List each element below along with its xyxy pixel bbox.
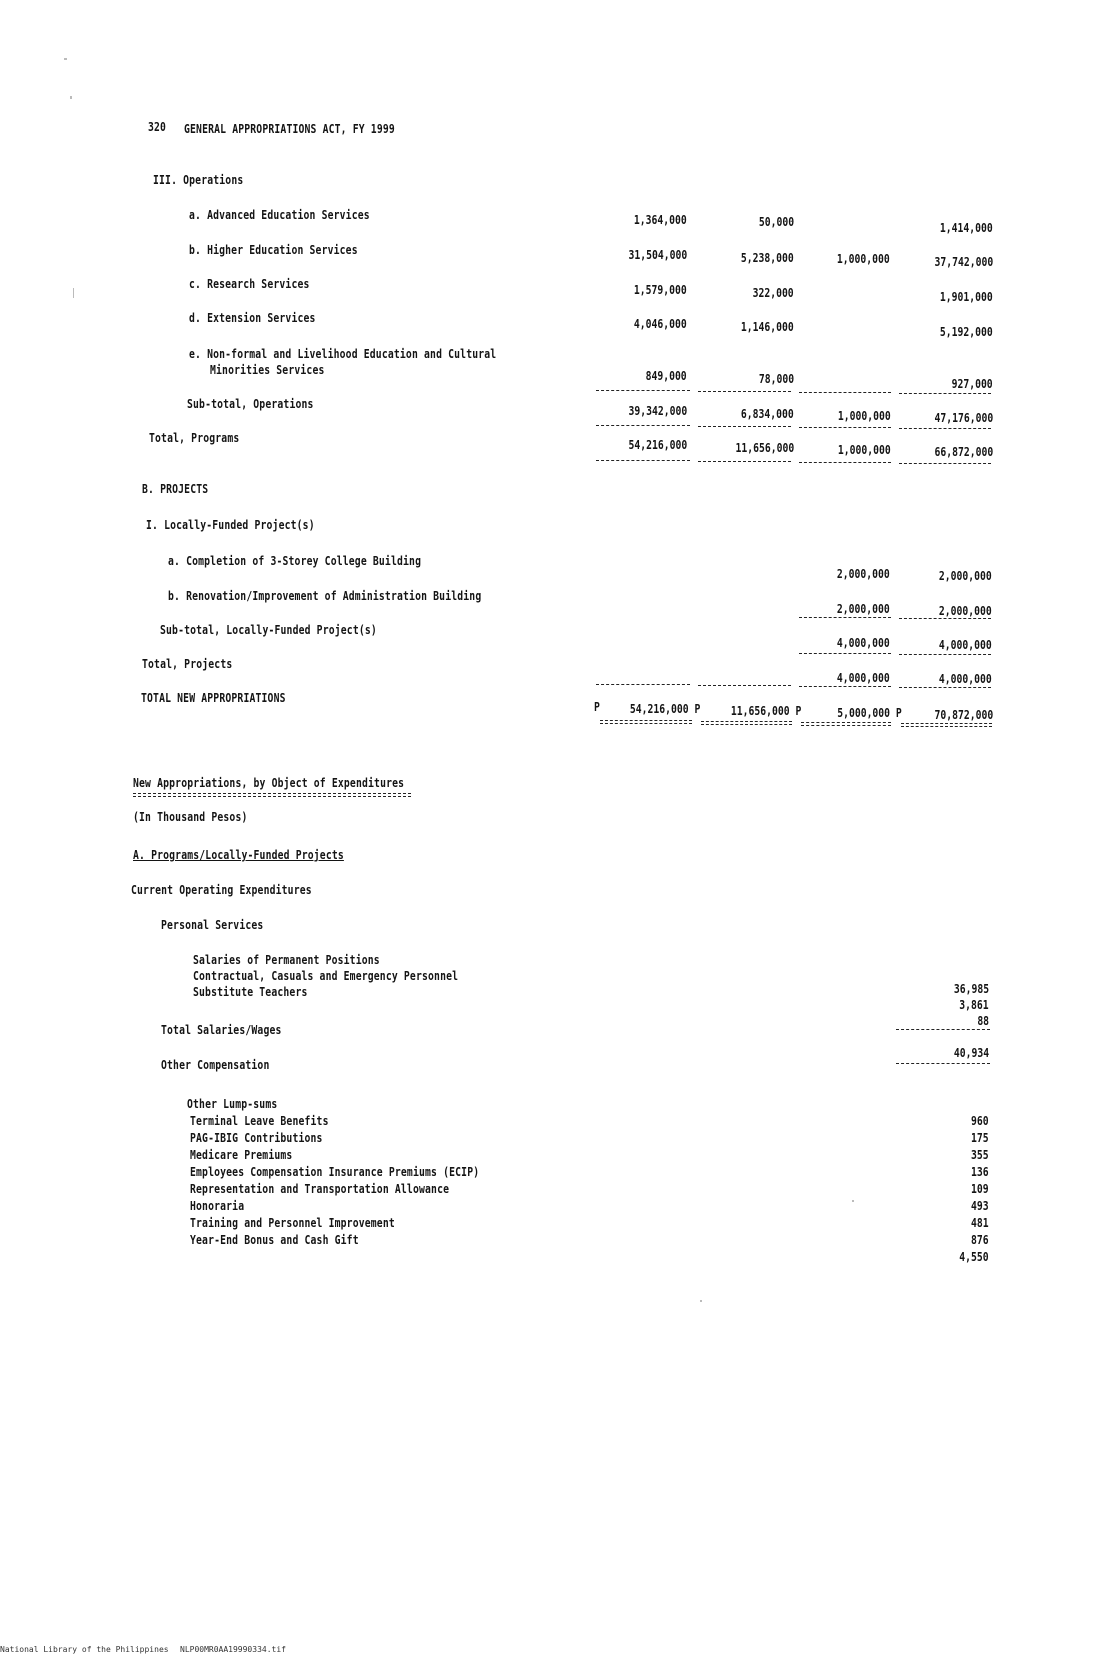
program-label: d. Extension Services <box>189 310 316 325</box>
program-total: 1,901,000 <box>940 289 993 304</box>
lump-sum-value: 481 <box>971 1215 989 1230</box>
rule <box>698 685 791 686</box>
peso-sign: P <box>594 699 601 714</box>
total-new-appropriations-label: TOTAL NEW APPROPRIATIONS <box>141 690 286 705</box>
salary-value: 3,861 <box>959 997 989 1012</box>
rule <box>799 427 891 428</box>
rule <box>698 461 791 462</box>
scan-speck <box>73 288 74 298</box>
rule <box>698 391 791 392</box>
rule <box>899 654 991 655</box>
double-rule <box>701 721 792 725</box>
program-mooe: 78,000 <box>758 371 794 386</box>
program-ps: 849,000 <box>645 368 687 383</box>
total-programs-label: Total, Programs <box>149 430 240 445</box>
other-compensation-heading: Other Compensation <box>161 1057 270 1072</box>
salary-value: 88 <box>977 1013 989 1028</box>
expenditures-title: New Appropriations, by Object of Expenditures <box>133 775 405 790</box>
subtotal-mooe: 6,834,000 <box>741 406 794 421</box>
rule <box>799 653 891 654</box>
other-compensation-total: 4,550 <box>959 1249 989 1264</box>
footer-file: NLP00MR0AA19990334.tif <box>180 1645 286 1654</box>
program-mooe: 1,146,000 <box>741 319 794 334</box>
total-projects-label: Total, Projects <box>142 656 233 671</box>
program-mooe: 5,238,000 <box>741 250 794 265</box>
total-programs-co: 1,000,000 <box>838 442 891 457</box>
total-salaries-value: 40,934 <box>953 1045 989 1060</box>
locally-funded-heading: I. Locally-Funded Project(s) <box>146 517 315 532</box>
rule <box>899 428 991 429</box>
lump-sum-label: Year-End Bonus and Cash Gift <box>190 1232 359 1247</box>
program-ps: 1,364,000 <box>634 212 687 227</box>
double-rule <box>901 723 992 727</box>
rule <box>899 393 991 394</box>
grand-total-mooe: 11,656,000 P <box>730 703 801 718</box>
rule <box>596 684 690 685</box>
program-ps: 1,579,000 <box>634 282 687 297</box>
program-label: b. Higher Education Services <box>189 242 358 257</box>
project-label: b. Renovation/Improvement of Administration Building <box>168 588 482 603</box>
double-rule <box>600 720 692 724</box>
program-total: 1,414,000 <box>940 220 993 235</box>
rule <box>799 392 891 393</box>
lump-sum-value: 876 <box>971 1232 989 1247</box>
lump-sum-value: 136 <box>971 1164 989 1179</box>
rule <box>596 425 690 426</box>
grand-total-ps: 54,216,000 P <box>629 701 700 716</box>
total-programs-ps: 54,216,000 <box>628 437 687 452</box>
total-programs-mooe: 11,656,000 <box>735 440 794 455</box>
current-operating-heading: Current Operating Expenditures <box>131 882 312 897</box>
lump-sum-value: 493 <box>971 1198 989 1213</box>
rule <box>899 463 991 464</box>
lump-sum-value: 355 <box>971 1147 989 1162</box>
program-ps: 31,504,000 <box>628 247 687 262</box>
lump-sum-value: 175 <box>971 1130 989 1145</box>
program-total: 37,742,000 <box>934 254 993 269</box>
salary-value: 36,985 <box>953 981 989 996</box>
lump-sum-label: Training and Personnel Improvement <box>190 1215 395 1230</box>
program-label-cont: Minorities Services <box>210 362 325 377</box>
total-projects-co: 4,000,000 <box>837 670 890 685</box>
rule <box>799 462 891 463</box>
salary-label: Substitute Teachers <box>193 984 308 999</box>
programs-projects-heading: A. Programs/Locally-Funded Projects <box>133 847 344 862</box>
subtotal-projects-total: 4,000,000 <box>939 637 992 652</box>
rule <box>596 390 690 391</box>
total-salaries-label: Total Salaries/Wages <box>161 1022 282 1037</box>
total-projects-total: 4,000,000 <box>939 671 992 686</box>
scan-speck <box>700 1300 702 1302</box>
page-header-title: GENERAL APPROPRIATIONS ACT, FY 1999 <box>184 121 395 136</box>
program-total: 927,000 <box>951 376 993 391</box>
project-total: 2,000,000 <box>939 568 992 583</box>
project-co: 2,000,000 <box>837 566 890 581</box>
project-co: 2,000,000 <box>837 601 890 616</box>
salary-label: Contractual, Casuals and Emergency Personnel <box>193 968 459 983</box>
footer-library: National Library of the Philippines <box>0 1645 169 1654</box>
projects-heading: B. PROJECTS <box>142 481 209 496</box>
project-total: 2,000,000 <box>939 603 992 618</box>
subtotal-operations-label: Sub-total, Operations <box>187 396 314 411</box>
program-label: e. Non-formal and Livelihood Education and Cultural <box>189 346 497 361</box>
lump-sums-label: Other Lump-sums <box>187 1096 278 1111</box>
rule <box>799 686 891 687</box>
scan-speck <box>852 1200 854 1202</box>
unit-note: (In Thousand Pesos) <box>133 809 248 824</box>
rule <box>896 1063 990 1064</box>
rule <box>896 1029 990 1030</box>
program-label: a. Advanced Education Services <box>189 207 370 222</box>
lump-sum-label: PAG-IBIG Contributions <box>190 1130 323 1145</box>
lump-sum-label: Medicare Premiums <box>190 1147 293 1162</box>
subtotal-projects-co: 4,000,000 <box>837 635 890 650</box>
rule <box>596 460 690 461</box>
grand-total-total: 70,872,000 <box>934 707 993 722</box>
scan-speck <box>64 58 67 60</box>
lump-sum-value: 960 <box>971 1113 989 1128</box>
program-mooe: 50,000 <box>758 214 794 229</box>
program-total: 5,192,000 <box>940 324 993 339</box>
lump-sum-label: Honoraria <box>190 1198 245 1213</box>
scan-speck <box>70 96 72 99</box>
lump-sum-label: Terminal Leave Benefits <box>190 1113 329 1128</box>
rule <box>799 617 891 618</box>
rule <box>899 618 991 619</box>
lump-sum-value: 109 <box>971 1181 989 1196</box>
project-label: a. Completion of 3-Storey College Building <box>168 553 422 568</box>
rule <box>698 426 791 427</box>
double-rule <box>801 722 891 726</box>
program-mooe: 322,000 <box>752 285 794 300</box>
personal-services-heading: Personal Services <box>161 917 264 932</box>
program-co: 1,000,000 <box>837 251 890 266</box>
rule <box>899 687 991 688</box>
program-ps: 4,046,000 <box>634 316 687 331</box>
grand-total-co: 5,000,000 P <box>837 705 902 720</box>
lump-sum-label: Representation and Transportation Allowance <box>190 1181 450 1196</box>
subtotal-ps: 39,342,000 <box>628 403 687 418</box>
total-programs-total: 66,872,000 <box>934 444 993 459</box>
program-label: c. Research Services <box>189 276 310 291</box>
subtotal-projects-label: Sub-total, Locally-Funded Project(s) <box>160 622 377 637</box>
lump-sum-label: Employees Compensation Insurance Premiums (ECIP) <box>190 1164 480 1179</box>
operations-heading: III. Operations <box>153 172 244 187</box>
subtotal-co: 1,000,000 <box>838 408 891 423</box>
page-number: 320 <box>148 119 167 134</box>
subtotal-total: 47,176,000 <box>934 410 993 425</box>
salary-label: Salaries of Permanent Positions <box>193 952 380 967</box>
title-double-rule <box>133 793 411 797</box>
